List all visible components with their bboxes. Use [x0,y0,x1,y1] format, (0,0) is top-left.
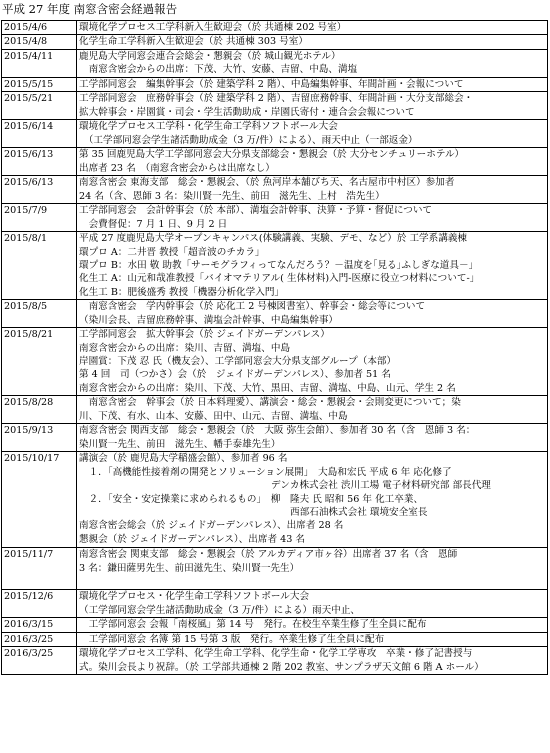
log-content [77,120,548,148]
log-date: 2016/3/25 [2,647,77,675]
log-date: 2015/6/14 [2,120,77,148]
log-content-line: 出席者 23 名 （南窓含密会からは出席なし） [79,162,275,174]
log-row [2,204,548,232]
log-content-line: 拡大幹事会・岸園賞・司会・学生活動助成・岸園氏寄付・連合会会報について [79,106,415,118]
log-content-line: 第 35 回鹿児島大学工学部同窓会大分県支部総会・懇親会（於 大分センチュリーホテル） [79,149,465,161]
log-content [77,21,548,35]
log-content-line: 染川賢一先生、前田 滋先生、幡手泰雄先生） [79,438,281,450]
log-row [2,232,548,300]
log-content-line: デンカ株式会社 渋川工場 電子材料研究部 部長代理 [79,480,491,492]
log-content [77,647,548,675]
log-date: 2015/5/21 [2,92,77,120]
log-content-line: 式。染川会長より祝辞。（於 工学部共通棟 2 階 202 教室、サンプラザ天文館 6 階 A ホール） [79,661,484,673]
log-date: 2015/6/13 [2,148,77,176]
log-content [77,49,548,77]
log-row [2,647,548,675]
log-content-line: 南窓含密会からの出席：染川、下茂、大竹、黒田、吉留、満塩、中島、山元、学生 2 名 [79,382,456,394]
log-content-line: 環境化学プロセス工学科新入生歓迎会（於 共通棟 202 号室） [79,22,347,33]
log-content [77,632,548,646]
log-content-line: 工学部同窓会 会報「南桜風」第 14 号 発行。在校生卒業生修了生全員に配布 [79,619,427,631]
log-content-line: 平成 27 度鹿児島大学オープンキャンパス(体験講義、実験、デモ、など）於 工学系講義棟 [79,233,468,245]
log-content-line: 講演会（於 鹿児島大学稲盛会館）、参加者 96 名 [79,453,288,465]
log-date: 2015/8/21 [2,328,77,396]
log-content-line: 3 名：鎌田薩男先生、前田滋先生、染川賢一先生） [79,562,300,574]
log-content-line: 第 4 回 司（つかさ）会（於 ジェイドガーデンパレス）、参加者 51 名 [79,369,391,381]
log-content-line: 24 名（含、恩師 3 名：染川賢一先生、前田 滋先生、上村 浩先生） [79,190,385,202]
log-content-line: 南窓含密会 関西支部 総会・懇親会（於 大阪 弥生会館）、参加者 30 名（含 恩師 3 名： [79,425,476,437]
log-date: 2015/7/9 [2,204,77,232]
log-row [2,176,548,204]
log-row [2,21,548,35]
log-content [77,176,548,204]
log-content-line: 南窓含密会 幹事会（於 日本料理愛）、講演会・総会・懇親会・会則変更について；染 [79,397,461,409]
log-content-line: 南窓含密会総会（於 ジェイドガーデンパレス）、出席者 28 名 [79,520,344,532]
activity-log-body [2,21,548,675]
log-content-line: （染川会長、吉留庶務幹事、満塩会計幹事、中島編集幹事） [79,314,339,326]
log-date: 2015/4/6 [2,21,77,35]
log-row [2,618,548,632]
log-date: 2015/11/7 [2,548,77,590]
log-date: 2015/8/5 [2,300,77,328]
log-row [2,35,548,49]
log-date: 2016/3/25 [2,632,77,646]
log-content [77,328,548,396]
log-content-line: 南窓含密会からの出席：染川、吉留、満塩、中島 [79,342,291,354]
log-content-line: （工学部同窓会学生諸活動助成金（3 万/件）による）、雨天中止（一部返金） [79,134,418,146]
log-content-line: 工学部同窓会 拡大幹事会（於 ジェイドガーデンパレス） [79,329,330,341]
log-content-line: 環境化学プロセス工学科・化学生命工学科ソフトボール大会 [79,121,338,133]
log-row [2,424,548,452]
log-content-line: 南窓含密会 東海支部 総会・懇親会、（於 魚河岸本舗びち天、名古屋市中村区）参加者 [79,177,455,189]
log-content-line: 南窓含密会からの出席：下茂、大竹、安藤、吉留、中島、満塩 [79,64,358,76]
log-row [2,49,548,77]
log-content-line: 鹿児島大学同窓会連合会総会・懇親会（於 城山観光ホテル） [79,50,341,62]
log-content [77,35,548,49]
log-row [2,396,548,424]
log-content [77,232,548,300]
log-date: 2015/9/13 [2,424,77,452]
log-date: 2015/6/13 [2,176,77,204]
log-content-line: 懇親会（於 ジェイドガーデンパレス）、出席者 43 名 [79,533,305,545]
log-content-line: 工学部同窓会 庶務幹事会（於 建築学科 2 階）、吉留庶務幹事、年間計画・大分支部総会・ [79,93,474,105]
log-date: 2015/10/17 [2,452,77,548]
log-content [77,204,548,232]
log-content-line: 南窓含密会 関東支部 総会・懇親会（於 アルカディア市ヶ谷）出席者 37 名（含 恩師 [79,549,458,561]
log-row [2,590,548,618]
log-date: 2015/8/1 [2,232,77,300]
log-content [77,92,548,120]
log-date: 2015/4/11 [2,49,77,77]
log-content-line: 南窓含密会 学内幹事会（於 応化工 2 号棟図書室）、幹事会・総会等について [79,301,426,313]
log-content [77,148,548,176]
log-row [2,77,548,91]
log-content-line: （工学部同窓会学生諸活動助成金（3 万/件）による）雨天中止、 [79,604,361,616]
log-content-line: 工学部同窓会 編集幹事会（於 建築学科 2 階）、中島編集幹事、年間計画・会報について [79,78,464,90]
log-date: 2016/3/15 [2,618,77,632]
log-content [77,618,548,632]
log-content [77,396,548,424]
log-content-line: 環境化学プロセス・化学生命工学科ソフトボール大会 [79,591,310,603]
log-row [2,548,548,590]
log-row [2,328,548,396]
log-content-line: 化生工 A：山元和哉准教授「バイオマテリアル( 生体材料)入門-医療に役立つ材料について-」 [79,273,480,285]
log-content-line: 工学部同窓会 名簿 第 15 号第 3 版 発行。卒業生修了生全員に配布 [79,633,385,645]
log-content [77,424,548,452]
log-content [77,300,548,328]
log-content-line: 化学生命工学科新入生歓迎会（於 共通棟 303 号室） [79,36,308,48]
log-date: 2015/12/6 [2,590,77,618]
log-content-line: 環プロ A：二井晋 教授「超音波のチカラ」 [79,246,265,258]
log-date: 2015/8/28 [2,396,77,424]
activity-log-table [1,20,548,675]
log-content-line: 西部石油株式会社 環境安全室長 [79,506,428,518]
log-content-line: 環プロ B：水田 敬 助教「サーモグラフィってなんだろう？－温度を｢見る｣ふしぎな道具－」 [79,260,479,272]
log-row [2,120,548,148]
log-date: 2015/5/15 [2,77,77,91]
log-content-line: 川、下茂、有水、山本、安藤、田中、山元、吉留、満塩、中島 [79,410,348,422]
log-content-line: １．「高機能性接着剤の開発とソリューション展開」 大島和宏氏 平成 6 年 応化修了 [79,466,452,478]
log-row [2,300,548,328]
log-row [2,92,548,120]
log-content-line: 環境化学プロセス工学科、化学生命工学科、化学生命・化学工学専攻 卒業・修了記書授与 [79,648,473,660]
log-row [2,452,548,548]
log-content [77,452,548,548]
log-content [77,590,548,618]
log-row [2,148,548,176]
log-date: 2015/4/8 [2,35,77,49]
log-content-line: 工学部同窓会 会計幹事会（於 本部）、満塩会計幹事、決算・予算・督促について [79,205,433,217]
log-content-line: 会費督促：7 月 1 日、9 月 2 日 [79,218,228,230]
log-content [77,548,548,590]
log-content-line: 化生工 B：肥後盛秀 教授「機器分析化学入門」 [79,286,285,298]
log-content-line [79,575,545,588]
page-title: 平成 27 年度 南窓含密会経過報告 [2,2,178,16]
log-content-line: 岸園賞：下茂 忍 氏（機友会）、工学部同窓会大分県支部グループ（本部） [79,356,397,368]
log-content-line: ２．「安全・安定操業に求められるもの」 柳 隆夫 氏 昭和 56 年 化工卒業、 [79,493,424,505]
log-content [77,77,548,91]
log-row [2,632,548,646]
